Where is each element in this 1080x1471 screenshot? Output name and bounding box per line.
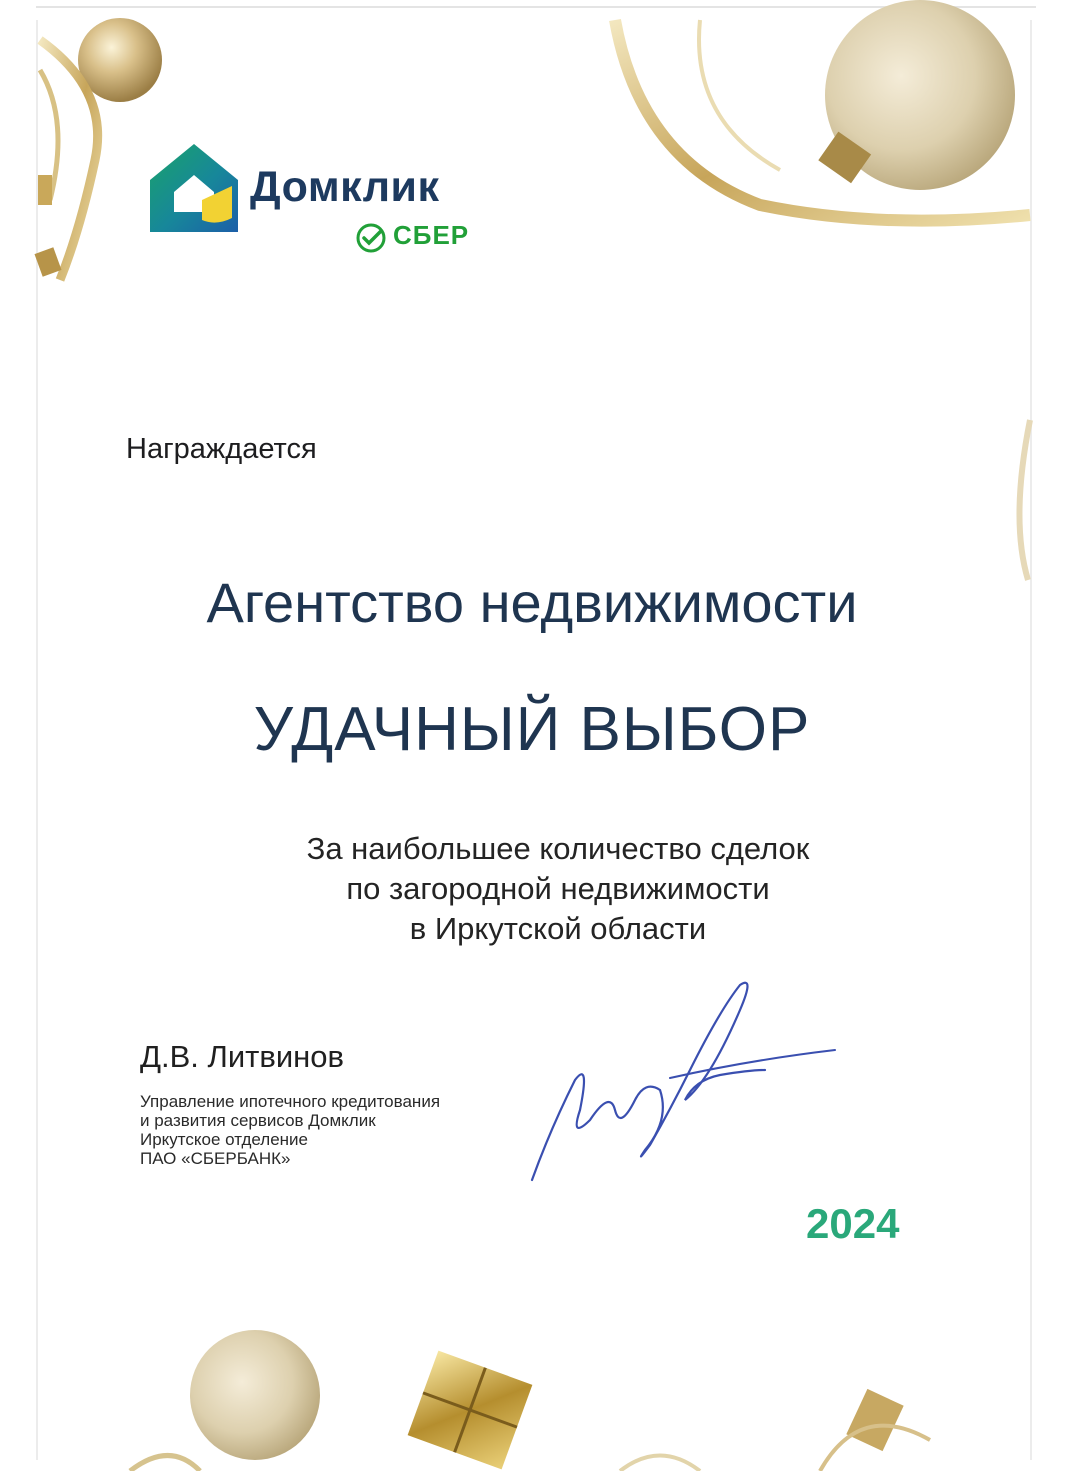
sber-check-icon	[355, 222, 387, 254]
signer-name: Д.В. Литвинов	[140, 1039, 344, 1074]
position-line: Иркутское отделение	[140, 1130, 308, 1149]
signer-position	[140, 1092, 440, 1168]
agency-type: Агентство недвижимости	[206, 571, 858, 634]
award-reason	[0, 829, 1080, 949]
position-line: Управление ипотечного кредитования	[140, 1092, 441, 1111]
position-line: и развития сервисов Домклик	[140, 1111, 376, 1130]
handwritten-signature	[520, 970, 850, 1190]
position-line: ПАО «СБЕРБАНК»	[140, 1149, 291, 1168]
domclick-house-icon	[146, 140, 246, 240]
reason-line: по загородной недвижимости	[346, 871, 770, 906]
reason-line: За наибольшее количество сделок	[306, 831, 810, 866]
ornament-top-left	[34, 18, 162, 280]
sber-brand: СБЕР	[393, 220, 470, 250]
ornament-bottom	[130, 1330, 930, 1471]
ornament-top-right	[615, 0, 1030, 580]
reason-line: в Иркутской области	[409, 911, 707, 946]
awarded-label: Награждается	[126, 433, 317, 465]
year: 2024	[806, 1200, 900, 1247]
brand-name: Домклик	[250, 163, 440, 211]
agency-name: УДАЧНЫЙ ВЫБОР	[253, 695, 811, 764]
